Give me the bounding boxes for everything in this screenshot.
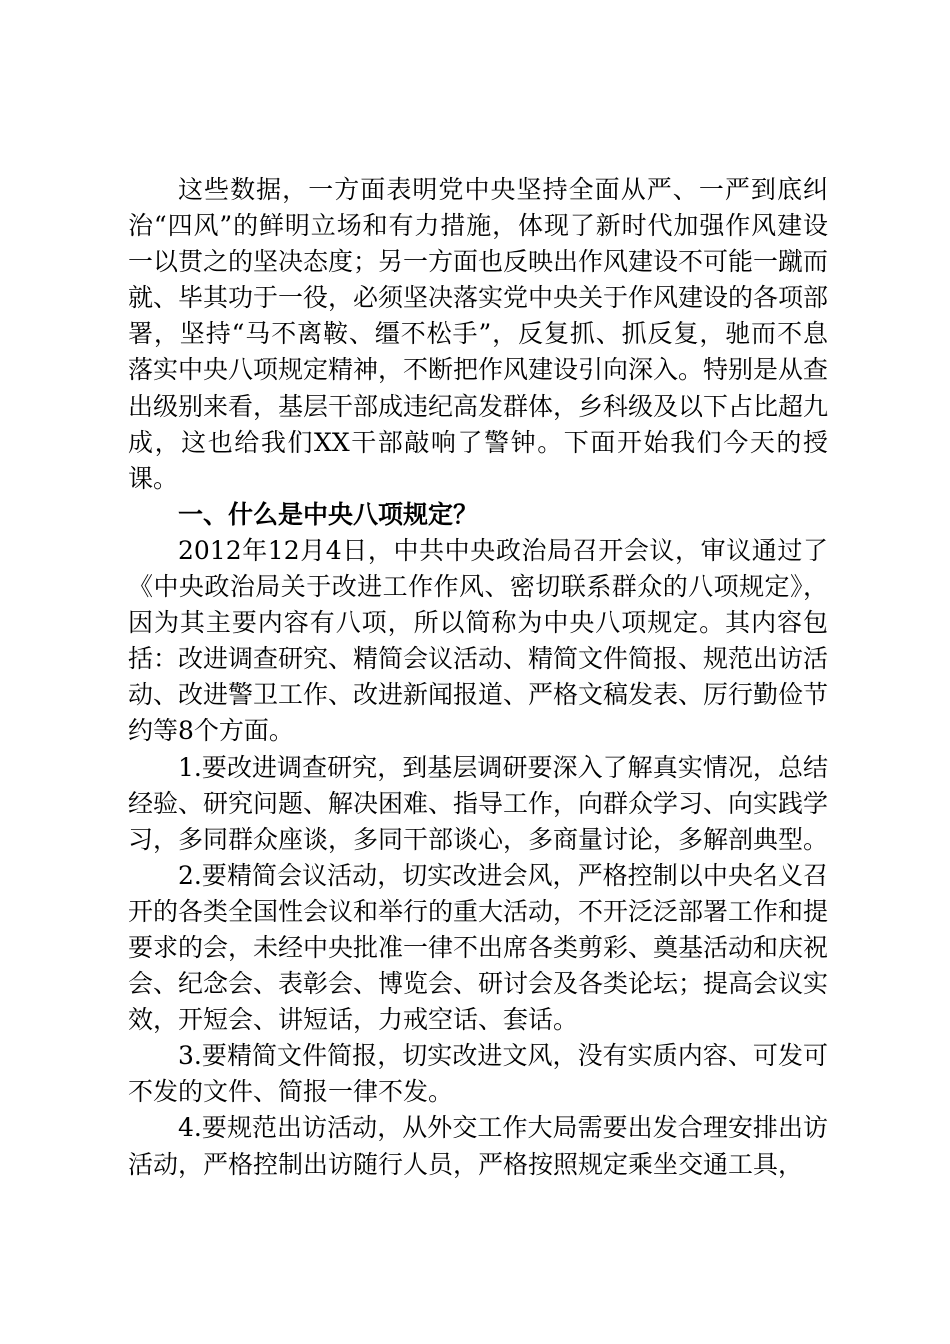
document-body <box>128 172 828 1183</box>
paragraph-background: 2012年12月4日，中共中央政治局召开会议，审议通过了《中央政治局关于改进工作作风、密切联系群众的八项规定》，因为其主要内容有八项，所以简称为中央八项规定。其内容包括：改进调查研究、精简会议活动、精简文件简报、规范出访活动、改进警卫工作、改进新闻报道、严格文稿发表、厉行勤俭节约等8个方面。 <box>128 535 829 746</box>
section-heading: 一、什么是中央八项规定？ <box>178 499 479 529</box>
list-item-3: 3.要精简文件简报，切实改进文风，没有实质内容、可发可不发的文件、简报一律不发。 <box>128 1041 828 1107</box>
list-item-2: 2.要精简会议活动，切实改进会风，严格控制以中央名义召开的各类全国性会议和举行的重大活动，不开泛泛部署工作和提要求的会，未经中央批准一律不出席各类剪彩、奠基活动和庆祝会、纪念会、表彰会、博览会、研讨会及各类论坛；提高会议实效，开短会、讲短话，力戒空话、套话。 <box>128 860 829 1035</box>
list-item-1: 1.要改进调查研究，到基层调研要深入了解真实情况，总结经验、研究问题、解决困难、指导工作，向群众学习、向实践学习，多同群众座谈，多同干部谈心，多商量讨论，多解剖典型。 <box>128 752 829 854</box>
list-item-4: 4.要规范出访活动，从外交工作大局需要出发合理安排出访活动，严格控制出访随行人员，严格按照规定乘坐交通工具， <box>128 1113 828 1179</box>
paragraph-intro: 这些数据，一方面表明党中央坚持全面从严、一严到底纠治“四风”的鲜明立场和有力措施，体现了新时代加强作风建设一以贯之的坚决态度；另一方面也反映出作风建设不可能一蹴而就、毕其功于一役，必须坚决落实党中央关于作风建设的各项部署，坚持“马不离鞍、缰不松手”，反复抓、抓反复，驰而不息落实中央八项规定精神，不断把作风建设引向深入。特别是从查出级别来看，基层干部成违纪高发群体，乡科级及以下占比超九成，这也给我们XX干部敲响了警钟。下面开始我们今天的授课。 <box>128 175 829 493</box>
